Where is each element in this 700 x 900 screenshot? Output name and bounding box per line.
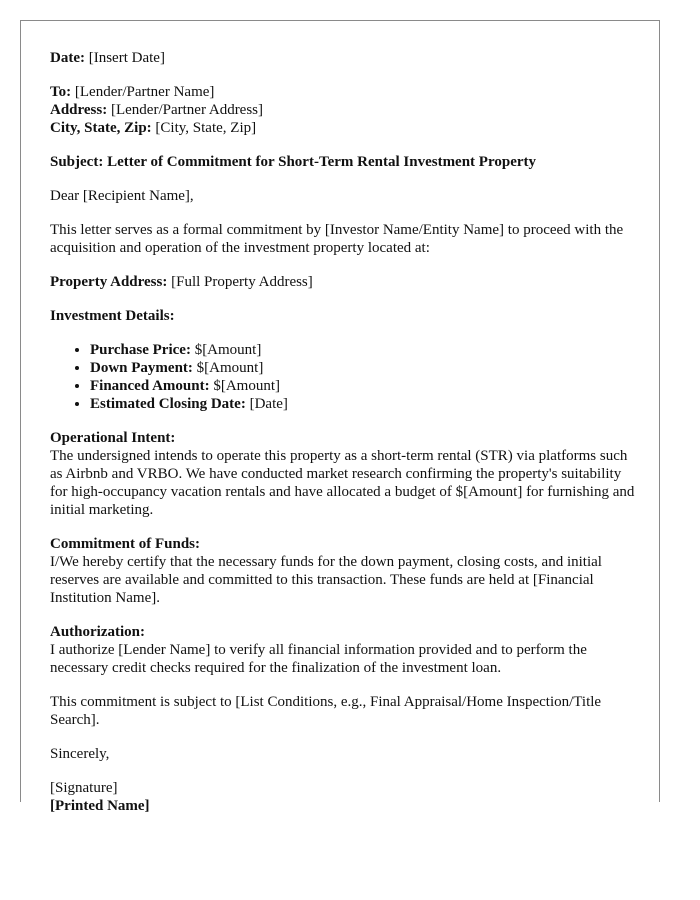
date-value: [Insert Date]: [88, 50, 165, 66]
investment-list: [50, 341, 640, 413]
header-block: [50, 49, 640, 67]
funds-section: [50, 535, 640, 607]
authorization-heading: Authorization:: [50, 624, 145, 640]
to-label: To:: [50, 84, 72, 100]
signature-placeholder: [Signature]: [50, 780, 118, 796]
conditions-paragraph: This commitment is subject to [List Conditions, e.g., Final Appraisal/Home Inspection/Title Search].: [50, 694, 602, 728]
authorization-section: [50, 623, 640, 677]
city-label: City, State, Zip:: [50, 120, 152, 136]
address-value: [Lender/Partner Address]: [110, 102, 264, 118]
property-value: [Full Property Address]: [171, 274, 313, 290]
subject-line: Subject: Letter of Commitment for Short-Term Rental Investment Property: [50, 154, 537, 170]
closing-line: Sincerely,: [50, 746, 110, 762]
list-item: • Estimated Closing Date: [Date]: [90, 395, 640, 413]
address-line: [50, 101, 640, 119]
letter-page: [20, 20, 660, 814]
city-line: [50, 119, 640, 137]
date-line: [50, 49, 640, 67]
address-label: Address:: [50, 102, 108, 118]
funds-text: I/We hereby certify that the necessary funds for the down payment, closing costs, and initial reserves are available and committed to this transaction. These funds are held at [Financial Institution Name].: [50, 554, 602, 606]
investment-heading: Investment Details:: [50, 308, 175, 324]
signature-block: [50, 779, 640, 815]
operational-text: The undersigned intends to operate this property as a short-term rental (STR) via platforms such as Airbnb and VRBO. We have conducted market research confirming the property's suitability for high-occupancy vacation rentals and have allocated a budget of $[Amount] for furnishing and initial marketing.: [50, 448, 635, 518]
operational-heading: Operational Intent:: [50, 430, 176, 446]
intro-paragraph: This letter serves as a formal commitment by [Investor Name/Entity Name] to proceed with the acquisition and operation of the investment property located at:: [50, 222, 624, 256]
city-value: [City, State, Zip]: [155, 120, 257, 136]
funds-heading: Commitment of Funds:: [50, 536, 200, 552]
authorization-text: I authorize [Lender Name] to verify all financial information provided and to perform the necessary credit checks required for the finalization of the investment loan.: [50, 642, 587, 676]
property-label: Property Address:: [50, 274, 168, 290]
list-item: • Financed Amount: $[Amount]: [90, 377, 640, 395]
operational-section: [50, 429, 640, 519]
letter-body: [50, 49, 640, 831]
list-item: • Down Payment: $[Amount]: [90, 359, 640, 377]
printed-name: [Printed Name]: [50, 798, 150, 814]
list-item: • Purchase Price: $[Amount]: [90, 341, 640, 359]
date-label: Date:: [50, 50, 85, 66]
property-address-line: [50, 273, 640, 291]
recipient-block: [50, 83, 640, 137]
greeting: Dear [Recipient Name],: [50, 188, 194, 204]
to-value: [Lender/Partner Name]: [74, 84, 215, 100]
to-line: [50, 83, 640, 101]
